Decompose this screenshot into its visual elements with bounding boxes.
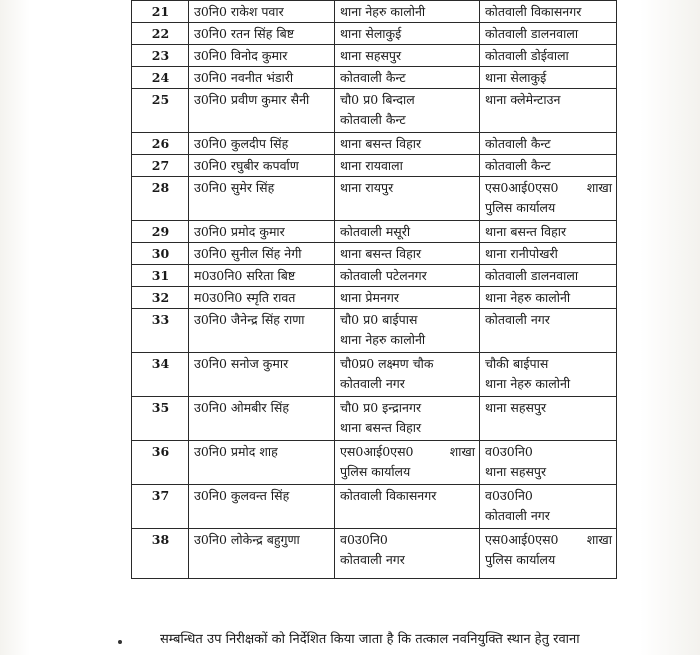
new-posting [480, 397, 617, 441]
current-posting [335, 265, 480, 287]
new-posting-line: व0उ0नि0 [485, 488, 533, 503]
table-row [132, 45, 617, 67]
current-posting [335, 353, 480, 397]
new-posting-line: पुलिस कार्यालय [485, 200, 556, 215]
new-posting [480, 353, 617, 397]
table-row [132, 485, 617, 529]
officer-name: उ0नि0 प्रमोद कुमार [189, 221, 335, 243]
new-posting-line: कोतवाली डालनवाला [485, 26, 579, 41]
current-posting [335, 287, 480, 309]
officer-name: उ0नि0 सुनील सिंह नेगी [189, 243, 335, 265]
current-posting [335, 89, 480, 133]
current-posting-line: थाना रायवाला [340, 158, 403, 173]
table-row [132, 309, 617, 353]
table-row [132, 177, 617, 221]
new-posting [480, 287, 617, 309]
officer-name: उ0नि0 रतन सिंह बिष्ट [189, 23, 335, 45]
new-posting [480, 441, 617, 485]
officer-name: उ0नि0 ओमबीर सिंह [189, 397, 335, 441]
serial-number: 25 [132, 89, 189, 133]
table-row [132, 287, 617, 309]
current-posting-line: चौ0प्र0 लक्ष्मण चौक [340, 356, 434, 371]
officer-name: उ0नि0 कुलदीप सिंह [189, 133, 335, 155]
officer-name: उ0नि0 प्रवीण कुमार सैनी [189, 89, 335, 133]
current-posting-line: थाना नेहरु कालोनी [340, 4, 426, 19]
current-posting-line: थाना बसन्त विहार [340, 136, 422, 151]
footer-instruction: सम्बन्धित उप निरीक्षकों को निर्देशित किया जाता है कि तत्काल नवनियुक्ति स्थान हेतु रवाना [160, 632, 580, 647]
officer-name: म0उ0नि0 सरिता बिष्ट [189, 265, 335, 287]
current-posting-line: थाना सहसपुर [340, 48, 402, 63]
serial-number: 22 [132, 23, 189, 45]
serial-number: 28 [132, 177, 189, 221]
current-posting-line: कोतवाली नगर [340, 376, 405, 391]
current-posting-line: कोतवाली नगर [340, 552, 405, 567]
officer-name: उ0नि0 विनोद कुमार [189, 45, 335, 67]
current-posting-line: कोतवाली पटेलनगर [340, 268, 427, 283]
new-posting-line: थाना क्लेमेन्टाउन [485, 92, 561, 107]
transfer-table-body [132, 1, 617, 579]
new-posting-line: कोतवाली डोईवाला [485, 48, 569, 63]
table-row [132, 221, 617, 243]
new-posting-line: थाना सेलाकुई [485, 70, 547, 85]
new-posting [480, 89, 617, 133]
table-row [132, 353, 617, 397]
current-posting-line: थाना रायपुर [340, 180, 394, 195]
current-posting-line: थाना प्रेमनगर [340, 290, 400, 305]
current-posting-line: थाना बसन्त विहार [340, 246, 422, 261]
new-posting [480, 485, 617, 529]
serial-number: 33 [132, 309, 189, 353]
current-posting-line: थाना बसन्त विहार [340, 420, 422, 435]
new-posting-line: एस0आई0एस0 शाखा [485, 180, 612, 195]
new-posting-line: थाना नेहरु कालोनी [485, 290, 571, 305]
page-mark [118, 640, 122, 644]
officer-name: म0उ0नि0 स्मृति रावत [189, 287, 335, 309]
current-posting-line: कोतवाली विकासनगर [340, 488, 437, 503]
serial-number: 34 [132, 353, 189, 397]
current-posting [335, 155, 480, 177]
new-posting [480, 309, 617, 353]
new-posting-line: थाना सहसपुर [485, 400, 547, 415]
new-posting [480, 155, 617, 177]
serial-number: 35 [132, 397, 189, 441]
serial-number: 26 [132, 133, 189, 155]
new-posting-line: थाना बसन्त विहार [485, 224, 567, 239]
officer-name: उ0नि0 नवनीत भंडारी [189, 67, 335, 89]
serial-number: 36 [132, 441, 189, 485]
new-posting-line: एस0आई0एस0 शाखा [485, 532, 612, 547]
table-row [132, 397, 617, 441]
current-posting [335, 441, 480, 485]
new-posting [480, 67, 617, 89]
current-posting-line: चौ0 प्र0 इन्द्रानगर [340, 400, 422, 415]
current-posting [335, 397, 480, 441]
new-posting [480, 221, 617, 243]
serial-number: 38 [132, 529, 189, 579]
new-posting-line: कोतवाली नगर [485, 312, 550, 327]
serial-number: 31 [132, 265, 189, 287]
table-row [132, 265, 617, 287]
new-posting [480, 177, 617, 221]
current-posting-line: थाना नेहरु कालोनी [340, 332, 426, 347]
current-posting [335, 133, 480, 155]
table-row [132, 529, 617, 579]
new-posting [480, 1, 617, 23]
current-posting-line: चौ0 प्र0 बाईपास [340, 312, 418, 327]
current-posting-line: कोतवाली कैन्ट [340, 112, 406, 127]
new-posting-line: कोतवाली विकासनगर [485, 4, 582, 19]
officer-name: उ0नि0 लोकेन्द्र बहुगुणा [189, 529, 335, 579]
table-row [132, 89, 617, 133]
new-posting-line: पुलिस कार्यालय [485, 552, 556, 567]
serial-number: 21 [132, 1, 189, 23]
table-row [132, 155, 617, 177]
new-posting [480, 265, 617, 287]
new-posting [480, 45, 617, 67]
new-posting [480, 133, 617, 155]
current-posting [335, 23, 480, 45]
transfer-table [131, 0, 617, 579]
new-posting-line: थाना सहसपुर [485, 464, 547, 479]
table-row [132, 243, 617, 265]
current-posting [335, 529, 480, 579]
serial-number: 37 [132, 485, 189, 529]
serial-number: 27 [132, 155, 189, 177]
serial-number: 29 [132, 221, 189, 243]
officer-name: उ0नि0 रघुबीर कपर्वाण [189, 155, 335, 177]
new-posting-line: कोतवाली कैन्ट [485, 136, 551, 151]
current-posting [335, 1, 480, 23]
officer-name: उ0नि0 राकेश पवार [189, 1, 335, 23]
serial-number: 30 [132, 243, 189, 265]
current-posting [335, 67, 480, 89]
new-posting [480, 529, 617, 579]
new-posting-line: कोतवाली डालनवाला [485, 268, 579, 283]
serial-number: 32 [132, 287, 189, 309]
current-posting-line: थाना सेलाकुई [340, 26, 402, 41]
officer-name: उ0नि0 सुमेर सिंह [189, 177, 335, 221]
new-posting [480, 23, 617, 45]
officer-name: उ0नि0 सनोज कुमार [189, 353, 335, 397]
table-row [132, 67, 617, 89]
serial-number: 24 [132, 67, 189, 89]
current-posting [335, 243, 480, 265]
officer-name: उ0नि0 कुलवन्त सिंह [189, 485, 335, 529]
current-posting [335, 45, 480, 67]
table-row [132, 133, 617, 155]
new-posting-line: चौकी बाईपास [485, 356, 549, 371]
new-posting-line: थाना नेहरु कालोनी [485, 376, 571, 391]
current-posting [335, 221, 480, 243]
current-posting [335, 309, 480, 353]
officer-name: उ0नि0 जैनेन्द्र सिंह राणा [189, 309, 335, 353]
current-posting [335, 177, 480, 221]
current-posting [335, 485, 480, 529]
current-posting-line: चौ0 प्र0 बिन्दाल [340, 92, 415, 107]
current-posting-line: कोतवाली कैन्ट [340, 70, 406, 85]
current-posting-line: कोतवाली मसूरी [340, 224, 411, 239]
current-posting-line: एस0आई0एस0 शाखा [340, 444, 475, 459]
new-posting-line: कोतवाली नगर [485, 508, 550, 523]
current-posting-line: पुलिस कार्यालय [340, 464, 411, 479]
new-posting [480, 243, 617, 265]
current-posting-line: व0उ0नि0 [340, 532, 388, 547]
table-row [132, 441, 617, 485]
table-row [132, 1, 617, 23]
officer-name: उ0नि0 प्रमोद शाह [189, 441, 335, 485]
new-posting-line: थाना रानीपोखरी [485, 246, 558, 261]
new-posting-line: व0उ0नि0 [485, 444, 533, 459]
serial-number: 23 [132, 45, 189, 67]
table-row [132, 23, 617, 45]
new-posting-line: कोतवाली कैन्ट [485, 158, 551, 173]
